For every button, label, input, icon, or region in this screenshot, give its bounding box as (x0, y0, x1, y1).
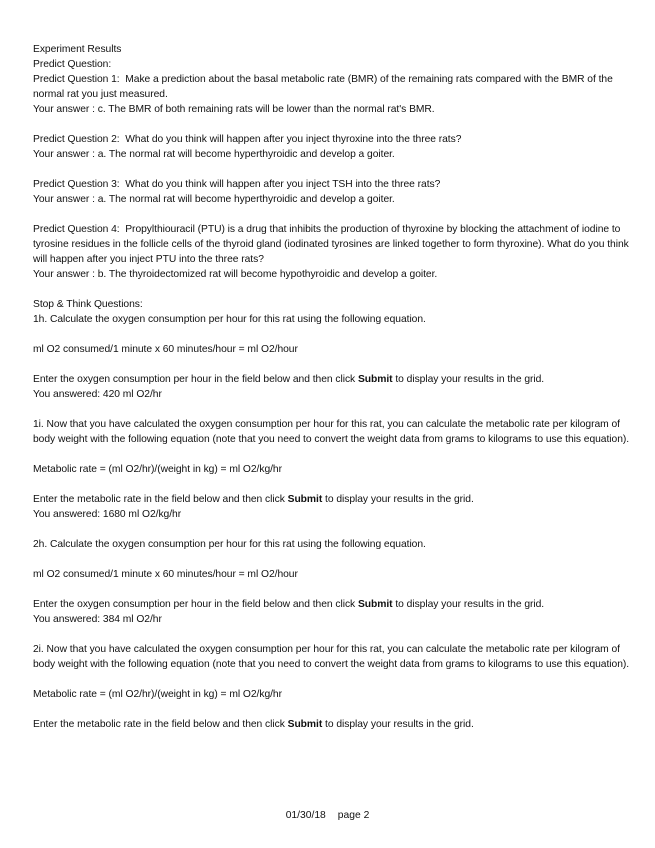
predict-answer-2: Your answer : a. The normal rat will become hyperthyroidic and develop a goiter. (33, 149, 395, 160)
predict-heading: Predict Question: (33, 59, 112, 70)
equation-consumption-2: ml O2 consumed/1 minute x 60 minutes/hour = ml O2/hour (33, 569, 298, 580)
predict-answer-1: Your answer : c. The BMR of both remaining rats will be lower than the normal rat's BMR. (33, 104, 435, 115)
equation-metabolic-1: Metabolic rate = (ml O2/hr)/(weight in kg) = ml O2/kg/hr (33, 464, 282, 475)
instruction-consumption-1: Enter the oxygen consumption per hour in the field below and then click Submit to display your results in the grid. (33, 374, 545, 385)
footer-date: 01/30/18 (285, 810, 326, 821)
question-1i: 1i. Now that you have calculated the oxygen consumption per hour for this rat, you can calculate the metabolic rate per kilogram of body weight with the following equation (note that you need to convert the weight data from grams to kilograms to use this equation). (33, 419, 630, 445)
answered-1h: You answered: 420 ml O2/hr (33, 389, 162, 400)
submit-label: Submit (357, 374, 393, 385)
question-1h: 1h. Calculate the oxygen consumption per hour for this rat using the following equation. (33, 314, 426, 325)
predict-answer-3: Your answer : a. The normal rat will become hyperthyroidic and develop a goiter. (33, 194, 395, 205)
equation-consumption-1: ml O2 consumed/1 minute x 60 minutes/hour = ml O2/hour (33, 344, 298, 355)
document-body (33, 42, 633, 732)
footer-page-number: page 2 (337, 810, 370, 821)
question-2i: 2i. Now that you have calculated the oxygen consumption per hour for this rat, you can calculate the metabolic rate per kilogram of body weight with the following equation (note that you need to convert the weight data from grams to kilograms to use this equation). (33, 644, 630, 670)
predict-question-3: Predict Question 3: What do you think will happen after you inject TSH into the three rats? (33, 179, 441, 190)
instruction-consumption-2: Enter the oxygen consumption per hour in the field below and then click Submit to display your results in the grid. (33, 599, 545, 610)
equation-metabolic-2: Metabolic rate = (ml O2/hr)/(weight in kg) = ml O2/kg/hr (33, 689, 282, 700)
predict-question-2: Predict Question 2: What do you think will happen after you inject thyroxine into the three rats? (33, 134, 462, 145)
question-2h: 2h. Calculate the oxygen consumption per hour for this rat using the following equation. (33, 539, 426, 550)
document-title: Experiment Results (33, 44, 122, 55)
instruction-metabolic-1: Enter the metabolic rate in the field below and then click Submit to display your results in the grid. (33, 494, 474, 505)
predict-question-4: Predict Question 4: Propylthiouracil (PTU) is a drug that inhibits the production of thyroxine by blocking the attachment of iodine to tyrosine residues in the follicle cells of the thyroid gland (iodinated tyrosines are linked together to form thyroxine). What do you think will happen after you inject PTU into the three rats? (33, 224, 632, 265)
answered-1i: You answered: 1680 ml O2/kg/hr (33, 509, 182, 520)
stop-think-heading: Stop & Think Questions: (33, 299, 143, 310)
answered-2h: You answered: 384 ml O2/hr (33, 614, 162, 625)
predict-answer-4: Your answer : b. The thyroidectomized rat will become hypothyroidic and develop a goiter. (33, 269, 438, 280)
instruction-metabolic-2: Enter the metabolic rate in the field below and then click Submit to display your results in the grid. (33, 719, 474, 730)
predict-question-1: Predict Question 1: Make a prediction about the basal metabolic rate (BMR) of the remaining rats compared with the BMR of the normal rat you just measured. (33, 74, 616, 100)
submit-label: Submit (357, 599, 393, 610)
submit-label: Submit (287, 719, 323, 730)
page-footer (0, 808, 655, 823)
submit-label: Submit (287, 494, 323, 505)
